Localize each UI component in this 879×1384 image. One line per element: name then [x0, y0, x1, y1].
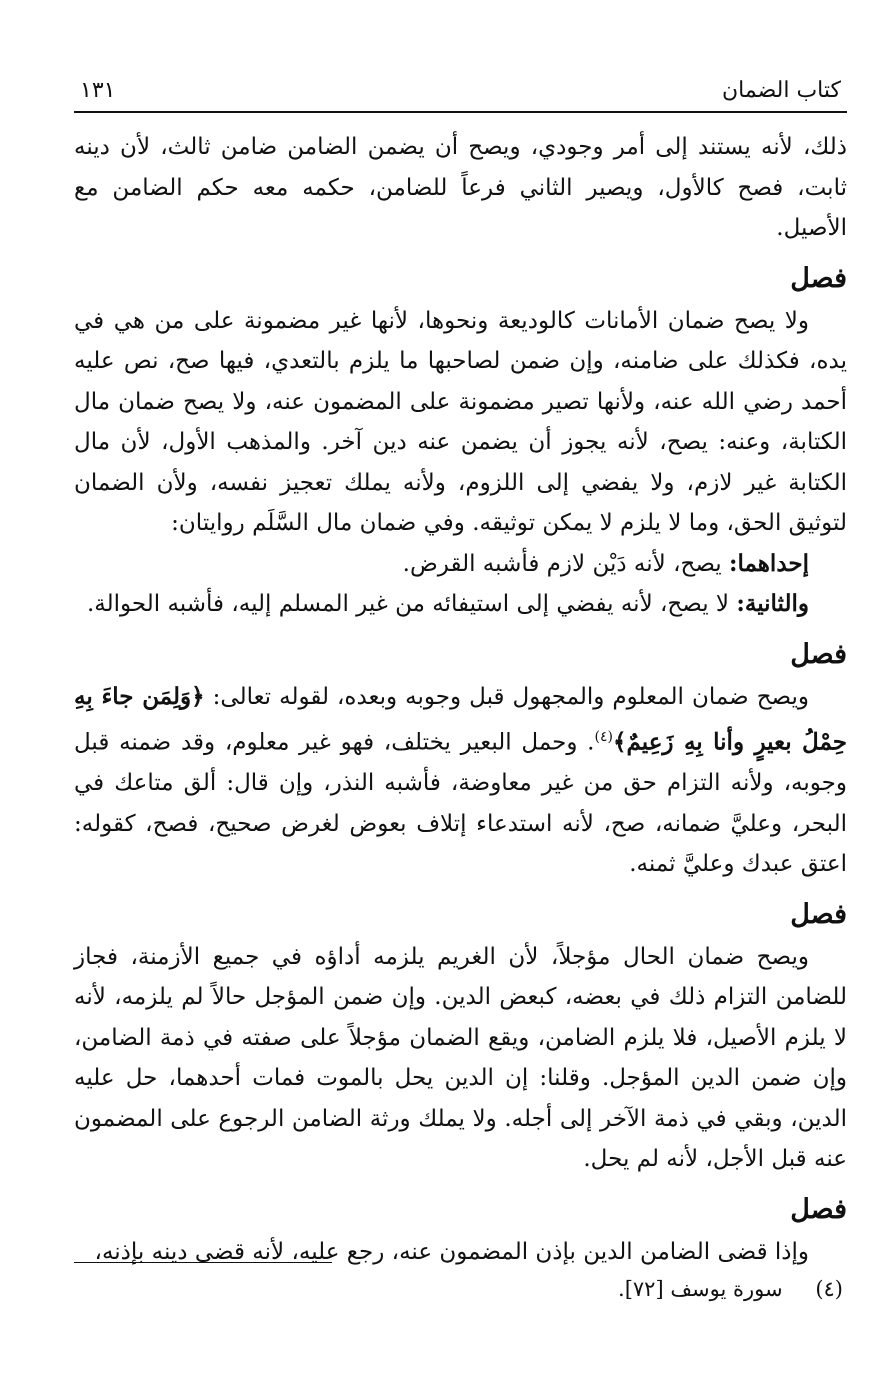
- section-heading-3: فصل: [790, 898, 847, 930]
- section-2-text-after: . وحمل البعير يختلف، فهو غير معلوم، وقد ضمنه قبل وجوبه، ولأنه التزام حق من غير معاوضة، فأشبه النذر، وإن قال: ألق متاعك في البحر، وعليَّ ضمانه، صح، لأنه استدعاء إتلاف بعوض لغرض صحيح، فصح، كقوله: اعتق عبدك وعليَّ ثمنه.: [74, 729, 847, 878]
- header-rule: [74, 111, 847, 113]
- narration-1-text: يصح، لأنه دَيْن لازم فأشبه القرض.: [402, 550, 722, 577]
- narration-2-label: والثانية:: [736, 590, 809, 617]
- book-page: [74, 78, 847, 1272]
- book-section-title: كتاب الضمان: [722, 78, 841, 103]
- section-2-text-before: ويصح ضمان المعلوم والمجهول قبل وجوبه وبعده، لقوله تعالى:: [212, 683, 810, 710]
- footnote-reference: (٤): [594, 729, 613, 745]
- section-4-paragraph: وإذا قضى الضامن الدين بإذن المضمون عنه، رجع عليه، لأنه قضى دينه بإذنه،: [94, 1238, 809, 1265]
- narration-1: [74, 544, 847, 585]
- section-heading-4: فصل: [790, 1193, 847, 1225]
- section-heading-1: فصل: [790, 262, 847, 294]
- running-header: [74, 78, 847, 111]
- page-number: ١٣١: [80, 78, 116, 103]
- narration-2: [74, 584, 847, 625]
- section-3-paragraph: ويصح ضمان الحال مؤجلاً، لأن الغريم يلزمه أداؤه في جميع الأزمنة، فجاز للضامن التزام ذلك في بعضه، كبعض الدين. وإن ضمن المؤجل حالاً لم يلزمه، لأنه لا يلزم الأصيل، فلا يلزم الضامن، ويقع الضمان مؤجلاً على صفته في ذمة الضامن، وإن ضمن الدين المؤجل. وقلنا: إن الدين يحل بالموت فمات أحدهما، حل عليه الدين، وبقي في ذمة الآخر إلى أجله. ولا يملك ورثة الضامن الرجوع على المضمون عنه قبل الأجل، لأنه لم يحل.: [74, 943, 847, 1173]
- footnote-rule: [74, 1262, 332, 1263]
- footnote: [83, 1272, 843, 1306]
- section-1-paragraph: ولا يصح ضمان الأمانات كالوديعة ونحوها، لأنها غير مضمونة على من هي في يده، فكذلك على ضامنه، وإن ضمن لصاحبها ما يلزم بالتعدي، فيها صح، نص عليه أحمد رضي الله عنه، ولأنها تصير مضمونة على المضمون عنه، ولا يصح ضمان مال الكتابة، وعنه: يصح، لأنه يجوز أن يضمن عنه دين آخر. والمذهب الأول، لأن مال الكتابة غير لازم، ولا يفضي إلى اللزوم، ولأنه يملك تعجيز نفسه، ولأن الضمان لتوثيق الحق، وما لا يلزم لا يمكن توثيقه. وفي ضمان مال السَّلَم روايتان:: [74, 307, 847, 536]
- section-2-paragraph: [74, 677, 847, 885]
- footnote-mark: (٤): [815, 1277, 843, 1301]
- quran-verse: ﴿وَلِمَن جاءَ بِهِ حِمْلُ بعيرٍ وأنا بِهِ زَعِيمٌ﴾: [74, 682, 847, 756]
- section-heading-2: فصل: [790, 638, 847, 670]
- narration-2-text: لا يصح، لأنه يفضي إلى استيفائه من غير المسلم إليه، فأشبه الحوالة.: [86, 591, 730, 617]
- narration-1-label: إحداهما:: [729, 549, 809, 577]
- footnote-text: سورة يوسف [٧٢].: [618, 1277, 783, 1301]
- intro-paragraph: ذلك، لأنه يستند إلى أمر وجودي، ويصح أن يضمن الضامن ضامن ثالث، لأن دينه ثابت، فصح كالأول، ويصير الثاني فرعاً للضامن، حكمه معه حكم الضامن مع الأصيل.: [74, 134, 847, 241]
